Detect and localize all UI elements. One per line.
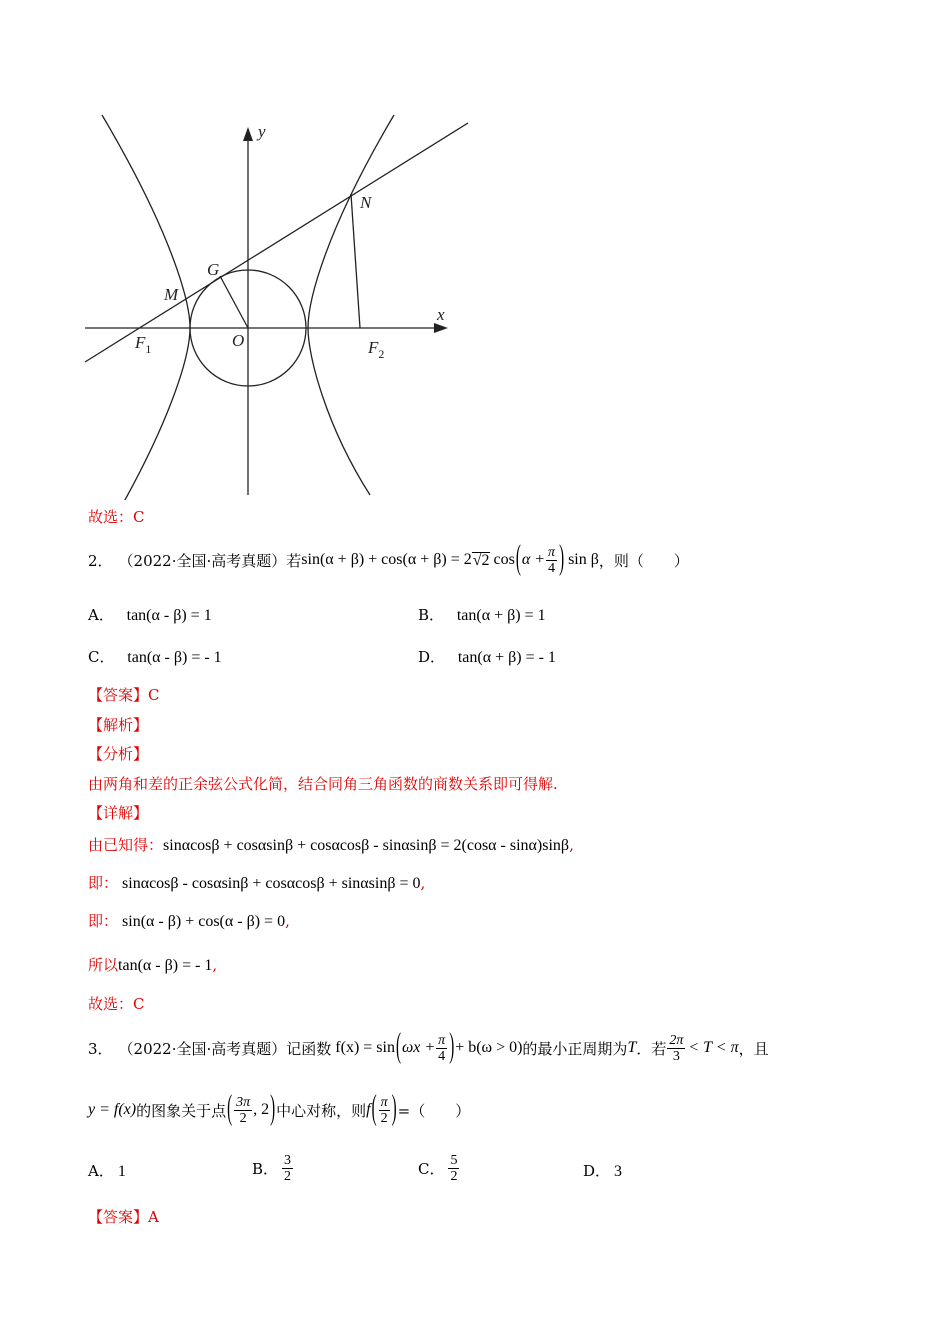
q3-line2-text2: 中心对称，则 [276, 1101, 367, 1120]
step-suffix: , [285, 912, 290, 930]
q3-function [335, 1028, 523, 1066]
paren-close: ) [270, 1090, 276, 1128]
frac-den: 3 [672, 1048, 680, 1064]
q2-number: 2． [88, 551, 113, 570]
paren-close: ) [449, 1028, 455, 1066]
option-expr: tan(α - β) = 1 [126, 607, 212, 624]
option-letter: C． [88, 648, 115, 666]
q3-eq-tail: =（ ） [397, 1101, 471, 1120]
q3-period-text: ．若 [636, 1039, 667, 1058]
q3-lead: 记函数 [286, 1039, 332, 1058]
frac-den: 2 [450, 1168, 458, 1184]
ineq-tail: < T < π [688, 1039, 739, 1056]
q2-fenxi-text: 由两角和差的正余弦公式化简，结合同角三角函数的商数关系即可得解. [88, 775, 558, 793]
q2-step-4 [88, 954, 217, 975]
frac-num: 3 [284, 1152, 292, 1168]
q2-sqrt-arg: 2 [481, 552, 490, 569]
option-letter: D． [418, 648, 446, 666]
frac-den: 2 [380, 1110, 388, 1126]
q2-sqrt: √2 [472, 552, 490, 569]
label-f1: $F_1$ [135, 333, 152, 356]
answer-label: 【答案】 [88, 1208, 149, 1226]
option-letter: B． [418, 606, 445, 624]
paren-close: ) [391, 1090, 397, 1128]
step-suffix: , [420, 874, 426, 892]
point-frac [234, 1095, 252, 1126]
step-prefix: 由已知得： [88, 836, 164, 854]
step-prefix: 所以 [88, 956, 119, 974]
y-axis-arrow [243, 127, 253, 141]
q3-answer [88, 1206, 159, 1227]
q3-and: ，且 [738, 1039, 769, 1058]
frac-den: 4 [438, 1048, 446, 1064]
q2-frac [546, 545, 557, 576]
q3-f-tail: + b(ω > 0) [455, 1039, 523, 1056]
segment-og [220, 276, 248, 328]
frac-num: 5 [450, 1152, 458, 1168]
q2-option-d [418, 646, 556, 667]
frac-num: π [438, 1032, 446, 1048]
q2-step-1 [88, 834, 574, 855]
q2-analysis-label: 【解析】 [88, 716, 149, 734]
option-letter: A． [88, 1162, 114, 1180]
step-expr: tan(α - β) = - 1 [118, 957, 213, 974]
step-suffix: , [212, 956, 218, 974]
option-letter: C． [418, 1159, 445, 1178]
option-value: 1 [117, 1163, 126, 1180]
option-expr: tan(α + β) = 1 [456, 607, 546, 624]
q3-stem-line1 [88, 1026, 769, 1070]
paren-close: ) [559, 540, 565, 578]
q3-inequality [666, 1033, 738, 1064]
q2-math-left: sin(α + β) + cos(α + β) = 2 [301, 551, 472, 568]
step-expr: sinαcosβ + cosαsinβ + cosαcosβ - sinαsinβ = 2(cosα - sinα)sinβ [163, 837, 570, 854]
option-letter: D． [583, 1162, 611, 1180]
q3-line2-text: 的图象关于点 [136, 1101, 227, 1120]
q3-stem-line2 [88, 1088, 470, 1132]
q3-line2-func: y = f(x) [88, 1101, 137, 1118]
q3-mid: 的最小正周期为 [522, 1039, 628, 1058]
q3-source: （2022·全国·高考真题） [118, 1039, 287, 1058]
q3-frac [436, 1033, 447, 1064]
q3-period-symbol: T [627, 1039, 637, 1056]
fval-frac [379, 1095, 390, 1126]
frac-num: 2π [669, 1032, 684, 1048]
option-letter: B． [252, 1159, 279, 1178]
q2-detail-label: 【详解】 [88, 804, 149, 822]
q2-option-b [418, 604, 546, 625]
q2-math-tail: sin β [568, 551, 599, 568]
q2-fenxi-label: 【分析】 [88, 745, 149, 763]
segment-nf2 [351, 194, 360, 328]
paren-open: ( [371, 1090, 377, 1128]
q3-option-a [88, 1160, 126, 1181]
label-g: G [207, 260, 220, 279]
hyperbola-left-branch [102, 115, 190, 500]
frac-num: π [548, 544, 556, 560]
step-expr: sinαcosβ - cosαsinβ + cosαcosβ + sinαsinβ = 0 [122, 875, 421, 892]
q3-point [226, 1090, 276, 1128]
tangent-line [85, 123, 468, 362]
label-y: y [258, 122, 266, 141]
q3-f-head: f(x) = sin [335, 1039, 395, 1056]
step-expr: sin(α - β) + cos(α - β) = 0 [122, 913, 286, 930]
answer-value: A [148, 1208, 159, 1226]
x-axis-arrow [434, 323, 448, 333]
label-n: N [360, 193, 372, 212]
q2-alpha-plus: α + [521, 551, 546, 568]
paren-open: ( [395, 1028, 401, 1066]
ineq-frac [667, 1033, 685, 1064]
label-m: M [164, 285, 179, 304]
answer-value: C [148, 686, 160, 704]
q2-answer [88, 684, 160, 705]
option-frac [448, 1153, 459, 1184]
q2-step-2 [88, 872, 425, 893]
q2-condition [301, 540, 599, 578]
q2-stem [88, 540, 689, 580]
prev-conclusion: 故选：C [88, 508, 145, 526]
q3-number: 3． [88, 1039, 113, 1058]
step-prefix: 即： [88, 874, 119, 892]
q3-option-b [252, 1146, 294, 1190]
q3-fvalue [366, 1090, 397, 1128]
q2-cos-word: cos [489, 551, 515, 568]
q2-conclusion: 故选：C [88, 995, 145, 1013]
q2-source: （2022·全国·高考真题） [118, 551, 287, 570]
option-letter: A． [88, 606, 114, 624]
q2-step-3 [88, 910, 290, 931]
option-frac [282, 1153, 293, 1184]
option-expr: tan(α - β) = - 1 [127, 649, 222, 666]
frac-num: 3π [236, 1094, 251, 1110]
hyperbola-figure [80, 110, 480, 500]
step-suffix: , [569, 836, 574, 854]
q3-option-c [418, 1146, 460, 1190]
answer-label: 【答案】 [88, 686, 149, 704]
frac-num: π [380, 1094, 388, 1110]
label-x: x [437, 305, 445, 324]
paren-open: ( [227, 1090, 233, 1128]
frac-den: 2 [239, 1110, 247, 1126]
q2-option-a [88, 604, 212, 625]
q3-option-d [583, 1160, 622, 1181]
label-o: O [232, 331, 245, 350]
paren-open: ( [515, 540, 521, 578]
q2-lead: 若 [286, 551, 302, 570]
q2-option-c [88, 646, 222, 667]
point-tail: , 2 [253, 1101, 270, 1118]
option-expr: tan(α + β) = - 1 [457, 649, 556, 666]
step-prefix: 即： [88, 912, 119, 930]
f-label: f [366, 1101, 371, 1118]
frac-den: 2 [284, 1168, 292, 1184]
option-value: 3 [614, 1163, 623, 1180]
hyperbola-right-branch [308, 115, 394, 495]
q2-tail: ，则（ ） [598, 551, 689, 570]
frac-den: 4 [548, 560, 556, 576]
q3-inner: ωx + [401, 1039, 436, 1056]
label-f2: $F_2$ [368, 338, 385, 361]
